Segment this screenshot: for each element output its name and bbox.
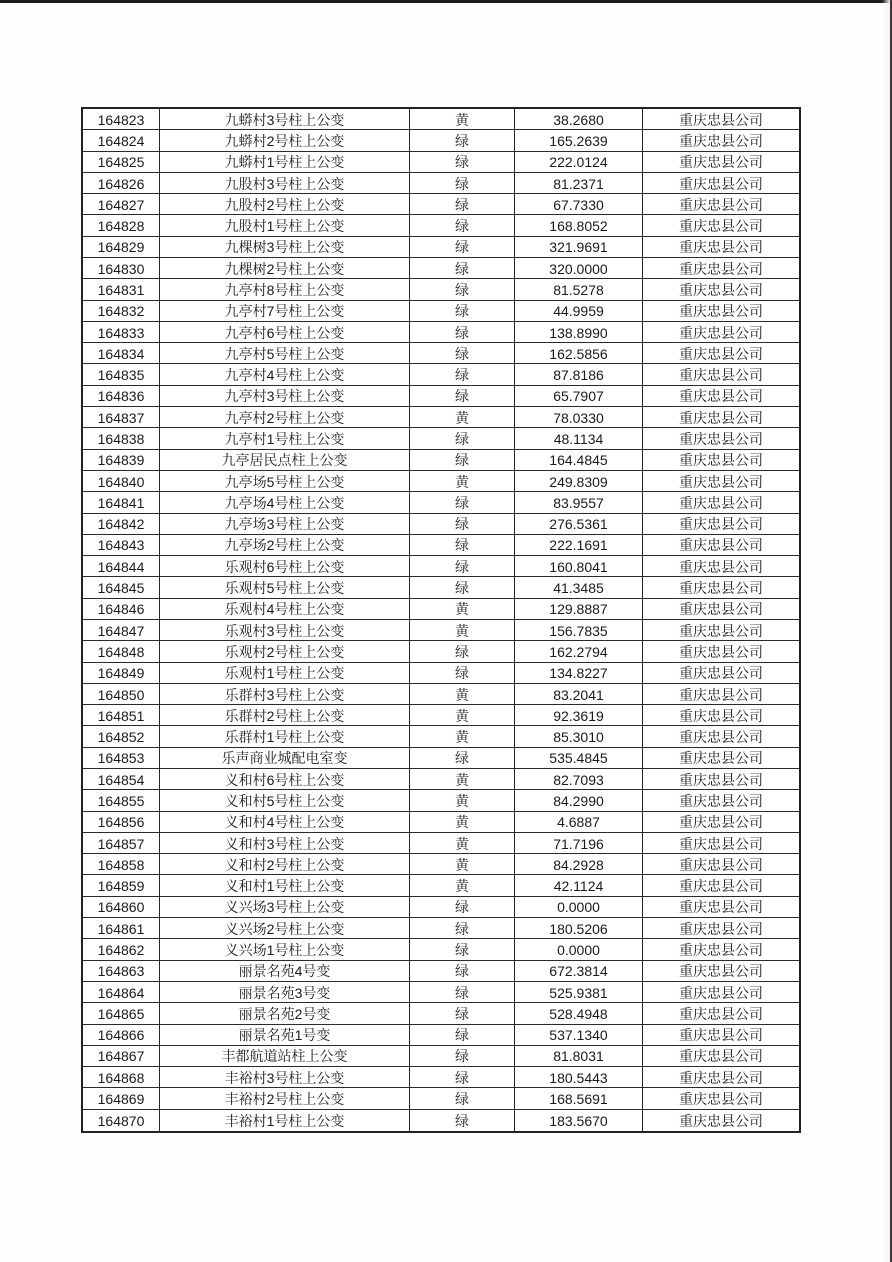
status-flag: 绿	[410, 577, 515, 597]
status-flag: 黄	[410, 854, 515, 874]
table-row	[83, 1110, 799, 1131]
load-value: 87.8186	[515, 364, 643, 384]
load-value: 48.1134	[515, 428, 643, 448]
company-name: 重庆忠县公司	[679, 196, 763, 213]
load-value: 162.5856	[515, 343, 643, 363]
record-id: 164832	[83, 301, 160, 321]
table-row	[83, 1088, 799, 1109]
record-id: 164849	[83, 663, 160, 683]
company-name: 重庆忠县公司	[679, 154, 763, 171]
page-top-edge	[0, 0, 892, 3]
table-row	[83, 279, 799, 300]
transformer-name: 义兴场3号柱上公变	[160, 897, 410, 917]
load-value: 81.5278	[515, 279, 643, 299]
table-row	[83, 790, 799, 811]
table-row	[83, 450, 799, 471]
status-flag: 绿	[410, 897, 515, 917]
table-row	[83, 492, 799, 513]
table-row	[83, 109, 799, 130]
load-value: 249.8309	[515, 471, 643, 491]
status-flag: 绿	[410, 748, 515, 768]
record-id: 164839	[83, 450, 160, 470]
transformer-name: 九亭村4号柱上公变	[160, 364, 410, 384]
record-id: 164865	[83, 1003, 160, 1023]
status-flag: 绿	[410, 237, 515, 257]
company-name: 重庆忠县公司	[679, 920, 763, 937]
load-value: 165.2639	[515, 130, 643, 150]
company-name: 重庆忠县公司	[679, 473, 763, 490]
company-name: 重庆忠县公司	[679, 686, 763, 703]
table-row	[83, 556, 799, 577]
status-flag: 黄	[410, 790, 515, 810]
status-flag: 绿	[410, 173, 515, 193]
record-id: 164847	[83, 620, 160, 640]
status-flag: 绿	[410, 194, 515, 214]
status-flag: 黄	[410, 109, 515, 129]
load-value: 42.1124	[515, 875, 643, 895]
load-value: 535.4845	[515, 748, 643, 768]
company-name: 重庆忠县公司	[679, 814, 763, 831]
load-value: 320.0000	[515, 258, 643, 278]
company-name: 重庆忠县公司	[679, 260, 763, 277]
status-flag: 黄	[410, 684, 515, 704]
transformer-name: 九亭场4号柱上公变	[160, 492, 410, 512]
record-id: 164844	[83, 556, 160, 576]
record-id: 164855	[83, 790, 160, 810]
company-name: 重庆忠县公司	[679, 494, 763, 511]
table-row	[83, 812, 799, 833]
company-name: 重庆忠县公司	[679, 1091, 763, 1108]
load-value: 41.3485	[515, 577, 643, 597]
record-id: 164853	[83, 748, 160, 768]
record-id: 164850	[83, 684, 160, 704]
status-flag: 绿	[410, 492, 515, 512]
record-id: 164856	[83, 812, 160, 832]
load-value: 78.0330	[515, 407, 643, 427]
table-row	[83, 854, 799, 875]
transformer-name: 九亭村8号柱上公变	[160, 279, 410, 299]
table-row	[83, 258, 799, 279]
load-value: 83.9557	[515, 492, 643, 512]
company-name: 重庆忠县公司	[679, 835, 763, 852]
company-name: 重庆忠县公司	[679, 218, 763, 235]
transformer-name: 义兴场1号柱上公变	[160, 939, 410, 959]
record-id: 164859	[83, 875, 160, 895]
transformer-name: 丰裕村2号柱上公变	[160, 1088, 410, 1108]
record-id: 164837	[83, 407, 160, 427]
table-row	[83, 301, 799, 322]
load-value: 528.4948	[515, 1003, 643, 1023]
record-id: 164851	[83, 705, 160, 725]
load-value: 672.3814	[515, 961, 643, 981]
load-value: 83.2041	[515, 684, 643, 704]
transformer-name: 乐观村5号柱上公变	[160, 577, 410, 597]
status-flag: 绿	[410, 428, 515, 448]
table-row	[83, 364, 799, 385]
record-id: 164833	[83, 322, 160, 342]
table-row	[83, 726, 799, 747]
record-id: 164831	[83, 279, 160, 299]
record-id: 164864	[83, 982, 160, 1002]
status-flag: 黄	[410, 769, 515, 789]
record-id: 164838	[83, 428, 160, 448]
load-value: 4.6887	[515, 812, 643, 832]
status-flag: 黄	[410, 833, 515, 853]
status-flag: 黄	[410, 471, 515, 491]
record-id: 164862	[83, 939, 160, 959]
transformer-name: 九亭村5号柱上公变	[160, 343, 410, 363]
load-value: 38.2680	[515, 109, 643, 129]
company-name: 重庆忠县公司	[679, 367, 763, 384]
status-flag: 绿	[410, 279, 515, 299]
transformer-name: 义和村2号柱上公变	[160, 854, 410, 874]
status-flag: 绿	[410, 1025, 515, 1045]
company-name: 重庆忠县公司	[679, 729, 763, 746]
load-value: 134.8227	[515, 663, 643, 683]
company-name: 重庆忠县公司	[679, 707, 763, 724]
status-flag: 绿	[410, 1067, 515, 1087]
record-id: 164857	[83, 833, 160, 853]
transformer-name: 丰裕村3号柱上公变	[160, 1067, 410, 1087]
load-value: 81.8031	[515, 1046, 643, 1066]
load-value: 164.4845	[515, 450, 643, 470]
status-flag: 绿	[410, 152, 515, 172]
company-name: 重庆忠县公司	[679, 516, 763, 533]
load-value: 183.5670	[515, 1110, 643, 1131]
status-flag: 绿	[410, 386, 515, 406]
table-row	[83, 620, 799, 641]
record-id: 164830	[83, 258, 160, 278]
company-name: 重庆忠县公司	[679, 792, 763, 809]
table-row	[83, 641, 799, 662]
company-name: 重庆忠县公司	[679, 771, 763, 788]
company-name: 重庆忠县公司	[679, 899, 763, 916]
table-row	[83, 748, 799, 769]
company-name: 重庆忠县公司	[679, 175, 763, 192]
status-flag: 黄	[410, 407, 515, 427]
status-flag: 绿	[410, 939, 515, 959]
load-value: 67.7330	[515, 194, 643, 214]
status-flag: 黄	[410, 812, 515, 832]
record-id: 164828	[83, 215, 160, 235]
record-id: 164861	[83, 918, 160, 938]
company-name: 重庆忠县公司	[679, 345, 763, 362]
status-flag: 绿	[410, 1110, 515, 1131]
transformer-name: 乐观村1号柱上公变	[160, 663, 410, 683]
status-flag: 绿	[410, 130, 515, 150]
load-value: 162.2794	[515, 641, 643, 661]
status-flag: 绿	[410, 918, 515, 938]
transformer-name: 乐观村6号柱上公变	[160, 556, 410, 576]
table-row	[83, 918, 799, 939]
transformer-name: 九亭场2号柱上公变	[160, 535, 410, 555]
company-name: 重庆忠县公司	[679, 537, 763, 554]
transformer-name: 丽景名苑4号变	[160, 961, 410, 981]
table-row	[83, 1046, 799, 1067]
table-row	[83, 663, 799, 684]
load-value: 160.8041	[515, 556, 643, 576]
record-id: 164852	[83, 726, 160, 746]
table-row	[83, 1025, 799, 1046]
company-name: 重庆忠县公司	[679, 303, 763, 320]
record-id: 164824	[83, 130, 160, 150]
transformer-name: 九股村3号柱上公变	[160, 173, 410, 193]
status-flag: 绿	[410, 1046, 515, 1066]
transformer-name: 丽景名苑2号变	[160, 1003, 410, 1023]
record-id: 164841	[83, 492, 160, 512]
record-id: 164829	[83, 237, 160, 257]
load-value: 138.8990	[515, 322, 643, 342]
table-row	[83, 684, 799, 705]
table-row	[83, 897, 799, 918]
load-value: 71.7196	[515, 833, 643, 853]
company-name: 重庆忠县公司	[679, 324, 763, 341]
company-name: 重庆忠县公司	[679, 622, 763, 639]
load-value: 180.5206	[515, 918, 643, 938]
table-row	[83, 322, 799, 343]
transformer-table	[81, 107, 801, 1133]
record-id: 164858	[83, 854, 160, 874]
transformer-name: 九亭村1号柱上公变	[160, 428, 410, 448]
load-value: 222.1691	[515, 535, 643, 555]
company-name: 重庆忠县公司	[679, 132, 763, 149]
load-value: 276.5361	[515, 514, 643, 534]
transformer-name: 乐群村1号柱上公变	[160, 726, 410, 746]
company-name: 重庆忠县公司	[679, 1048, 763, 1065]
status-flag: 绿	[410, 663, 515, 683]
table-row	[83, 237, 799, 258]
table-row	[83, 939, 799, 960]
table-row	[83, 343, 799, 364]
record-id: 164868	[83, 1067, 160, 1087]
table-row	[83, 875, 799, 896]
table-row	[83, 428, 799, 449]
record-id: 164867	[83, 1046, 160, 1066]
company-name: 重庆忠县公司	[679, 601, 763, 618]
status-flag: 黄	[410, 620, 515, 640]
table-row	[83, 407, 799, 428]
status-flag: 黄	[410, 599, 515, 619]
transformer-name: 义和村1号柱上公变	[160, 875, 410, 895]
record-id: 164863	[83, 961, 160, 981]
status-flag: 绿	[410, 556, 515, 576]
company-name: 重庆忠县公司	[679, 388, 763, 405]
record-id: 164825	[83, 152, 160, 172]
record-id: 164826	[83, 173, 160, 193]
status-flag: 绿	[410, 258, 515, 278]
table-row	[83, 386, 799, 407]
table-row	[83, 514, 799, 535]
transformer-name: 丰裕村1号柱上公变	[160, 1110, 410, 1131]
table-row	[83, 599, 799, 620]
status-flag: 绿	[410, 1088, 515, 1108]
transformer-name: 九蟒村3号柱上公变	[160, 109, 410, 129]
load-value: 525.9381	[515, 982, 643, 1002]
transformer-name: 乐观村3号柱上公变	[160, 620, 410, 640]
load-value: 0.0000	[515, 939, 643, 959]
status-flag: 绿	[410, 514, 515, 534]
transformer-name: 九棵树2号柱上公变	[160, 258, 410, 278]
status-flag: 绿	[410, 535, 515, 555]
table-row	[83, 215, 799, 236]
load-value: 156.7835	[515, 620, 643, 640]
transformer-name: 九棵树3号柱上公变	[160, 237, 410, 257]
record-id: 164840	[83, 471, 160, 491]
record-id: 164866	[83, 1025, 160, 1045]
record-id: 164843	[83, 535, 160, 555]
transformer-name: 乐观村4号柱上公变	[160, 599, 410, 619]
company-name: 重庆忠县公司	[679, 1069, 763, 1086]
transformer-name: 丽景名苑3号变	[160, 982, 410, 1002]
load-value: 65.7907	[515, 386, 643, 406]
transformer-name: 九股村1号柱上公变	[160, 215, 410, 235]
load-value: 168.8052	[515, 215, 643, 235]
record-id: 164836	[83, 386, 160, 406]
record-id: 164846	[83, 599, 160, 619]
transformer-name: 九亭村2号柱上公变	[160, 407, 410, 427]
transformer-name: 九亭村6号柱上公变	[160, 322, 410, 342]
load-value: 82.7093	[515, 769, 643, 789]
load-value: 129.8887	[515, 599, 643, 619]
transformer-name: 乐观村2号柱上公变	[160, 641, 410, 661]
load-value: 92.3619	[515, 705, 643, 725]
status-flag: 绿	[410, 322, 515, 342]
transformer-name: 乐群村2号柱上公变	[160, 705, 410, 725]
status-flag: 绿	[410, 215, 515, 235]
status-flag: 绿	[410, 1003, 515, 1023]
record-id: 164870	[83, 1110, 160, 1131]
company-name: 重庆忠县公司	[679, 1027, 763, 1044]
transformer-name: 九亭场5号柱上公变	[160, 471, 410, 491]
status-flag: 绿	[410, 450, 515, 470]
company-name: 重庆忠县公司	[679, 1112, 763, 1129]
status-flag: 绿	[410, 301, 515, 321]
transformer-name: 九股村2号柱上公变	[160, 194, 410, 214]
company-name: 重庆忠县公司	[679, 239, 763, 256]
load-value: 222.0124	[515, 152, 643, 172]
page-right-edge-shadow	[882, 0, 890, 1262]
transformer-name: 义和村5号柱上公变	[160, 790, 410, 810]
transformer-name: 九亭村3号柱上公变	[160, 386, 410, 406]
load-value: 84.2990	[515, 790, 643, 810]
company-name: 重庆忠县公司	[679, 963, 763, 980]
table-row	[83, 769, 799, 790]
load-value: 44.9959	[515, 301, 643, 321]
company-name: 重庆忠县公司	[679, 452, 763, 469]
company-name: 重庆忠县公司	[679, 1005, 763, 1022]
company-name: 重庆忠县公司	[679, 281, 763, 298]
load-value: 85.3010	[515, 726, 643, 746]
transformer-name: 九亭村7号柱上公变	[160, 301, 410, 321]
load-value: 168.5691	[515, 1088, 643, 1108]
table-row	[83, 152, 799, 173]
status-flag: 黄	[410, 875, 515, 895]
record-id: 164848	[83, 641, 160, 661]
load-value: 0.0000	[515, 897, 643, 917]
status-flag: 黄	[410, 705, 515, 725]
table-row	[83, 577, 799, 598]
table-row	[83, 1003, 799, 1024]
company-name: 重庆忠县公司	[679, 643, 763, 660]
load-value: 321.9691	[515, 237, 643, 257]
transformer-name: 义和村3号柱上公变	[160, 833, 410, 853]
status-flag: 绿	[410, 961, 515, 981]
transformer-name: 九亭场3号柱上公变	[160, 514, 410, 534]
table-row	[83, 471, 799, 492]
transformer-name: 义兴场2号柱上公变	[160, 918, 410, 938]
status-flag: 绿	[410, 982, 515, 1002]
company-name: 重庆忠县公司	[679, 580, 763, 597]
table-row	[83, 1067, 799, 1088]
company-name: 重庆忠县公司	[679, 942, 763, 958]
table-row	[83, 705, 799, 726]
transformer-name: 乐声商业城配电室变	[160, 748, 410, 768]
table-row	[83, 833, 799, 854]
table-row	[83, 173, 799, 194]
load-value: 81.2371	[515, 173, 643, 193]
table-row	[83, 130, 799, 151]
company-name: 重庆忠县公司	[679, 750, 763, 767]
company-name: 重庆忠县公司	[679, 984, 763, 1001]
record-id: 164842	[83, 514, 160, 534]
load-value: 180.5443	[515, 1067, 643, 1087]
company-name: 重庆忠县公司	[679, 665, 763, 682]
company-name: 重庆忠县公司	[679, 431, 763, 447]
transformer-name: 九亭居民点柱上公变	[160, 450, 410, 470]
transformer-name: 丰都航道站柱上公变	[160, 1046, 410, 1066]
company-name: 重庆忠县公司	[679, 111, 763, 128]
table-row	[83, 961, 799, 982]
record-id: 164869	[83, 1088, 160, 1108]
status-flag: 绿	[410, 364, 515, 384]
record-id: 164835	[83, 364, 160, 384]
record-id: 164860	[83, 897, 160, 917]
table-row	[83, 194, 799, 215]
transformer-name: 义和村4号柱上公变	[160, 812, 410, 832]
load-value: 84.2928	[515, 854, 643, 874]
record-id: 164845	[83, 577, 160, 597]
record-id: 164823	[83, 109, 160, 129]
table-row	[83, 982, 799, 1003]
status-flag: 黄	[410, 726, 515, 746]
table-row	[83, 535, 799, 556]
transformer-name: 九蟒村2号柱上公变	[160, 130, 410, 150]
transformer-name: 乐群村3号柱上公变	[160, 684, 410, 704]
record-id: 164854	[83, 769, 160, 789]
transformer-name: 义和村6号柱上公变	[160, 769, 410, 789]
company-name: 重庆忠县公司	[679, 856, 763, 873]
status-flag: 绿	[410, 343, 515, 363]
record-id: 164834	[83, 343, 160, 363]
status-flag: 绿	[410, 641, 515, 661]
transformer-name: 九蟒村1号柱上公变	[160, 152, 410, 172]
company-name: 重庆忠县公司	[679, 409, 763, 426]
load-value: 537.1340	[515, 1025, 643, 1045]
company-name: 重庆忠县公司	[679, 878, 763, 895]
record-id: 164827	[83, 194, 160, 214]
company-name: 重庆忠县公司	[679, 558, 763, 575]
transformer-name: 丽景名苑1号变	[160, 1025, 410, 1045]
